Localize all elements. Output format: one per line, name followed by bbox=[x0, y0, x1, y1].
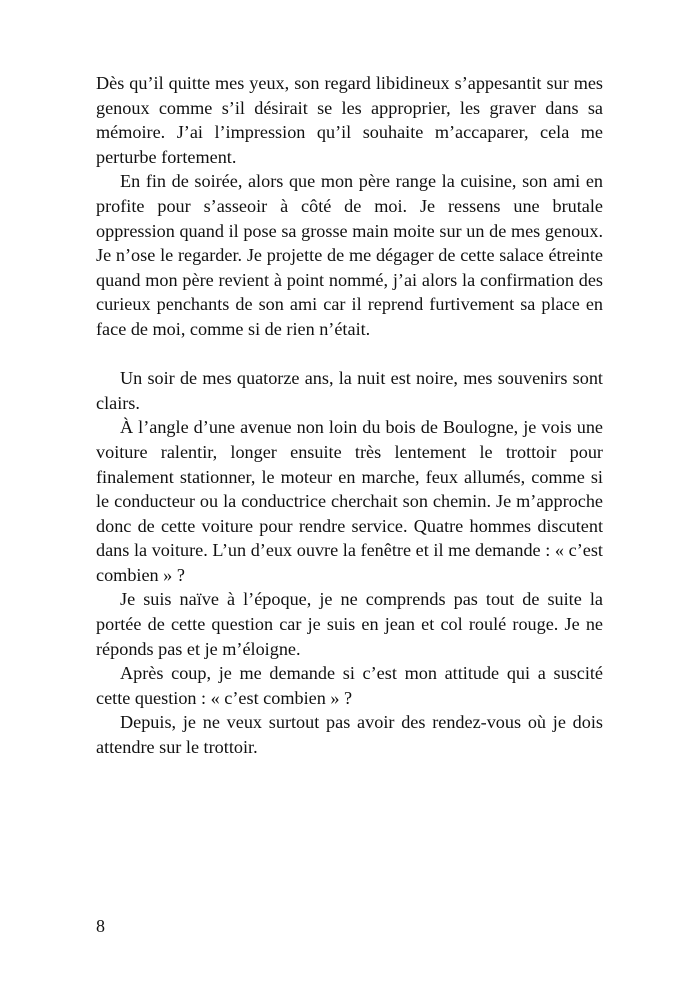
paragraph: À l’angle d’une avenue non loin du bois de Boulogne, je vois une voiture ralentir, longer ensuite très lentement le trottoir pour finalement stationner, le moteur en marche, feux allumés, comme si le conducteur ou la conductrice cherchait son chemin. Je m’approche donc de cette voiture pour rendre service. Quatre hommes discutent dans la voiture. L’un d’eux ouvre la fenêtre et il me demande : « c’est combien » ? bbox=[96, 417, 603, 585]
paragraph: Après coup, je me demande si c’est mon attitude qui a suscité cette question : « c’est combien » ? bbox=[96, 663, 603, 708]
paragraph: Un soir de mes quatorze ans, la nuit est noire, mes souvenirs sont clairs. bbox=[96, 368, 603, 413]
paragraph: Je suis naïve à l’époque, je ne comprends pas tout de suite la portée de cette question car je suis en jean et col roulé rouge. Je ne réponds pas et je m’éloigne. bbox=[96, 589, 603, 659]
section-break bbox=[96, 342, 603, 367]
page-number: 8 bbox=[96, 916, 105, 936]
paragraph: En fin de soirée, alors que mon père range la cuisine, son ami en profite pour s’asseoir à côté de moi. Je ressens une brutale oppression quand il pose sa grosse main moite sur un de mes genoux. Je n’ose le regarder. Je projette de me dégager de cette salace étreinte quand mon père revient à point nommé, j’ai alors la confirmation des curieux penchants de son ami car il reprend furtivement sa place en face de moi, comme si de rien n’était. bbox=[96, 171, 603, 339]
paragraph: Depuis, je ne veux surtout pas avoir des rendez-vous où je dois attendre sur le trottoir. bbox=[96, 712, 603, 758]
body-text bbox=[96, 71, 603, 760]
paragraph: Dès qu’il quitte mes yeux, son regard libidineux s’appesantit sur mes genoux comme s’il désirait se les approprier, les graver dans sa mémoire. J’ai l’impression qu’il souhaite m’accaparer, cela me perturbe fortement. bbox=[96, 73, 603, 167]
